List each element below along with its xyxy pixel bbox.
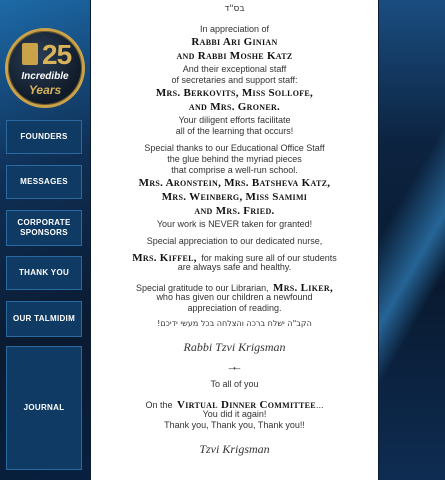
text-line: On the xyxy=(145,400,173,410)
book-icon xyxy=(22,43,38,65)
text-line: Your diligent efforts facilitate xyxy=(178,115,291,125)
nav-journal-button[interactable]: JOURNAL xyxy=(6,346,82,470)
signature-tzvi: Tzvi Krigsman xyxy=(199,442,270,456)
name-line: and Mrs. Groner. xyxy=(188,101,281,113)
text-line: Special appreciation to our dedicated nurse, xyxy=(146,236,323,246)
text-line: In appreciation of xyxy=(199,24,270,34)
name-line: Mrs. Weinberg, Miss Samimi xyxy=(161,191,308,203)
librarian-name: Mrs. Liker, xyxy=(273,282,333,294)
text-line: for making sure all of our students xyxy=(201,253,337,263)
text-line: appreciation of reading. xyxy=(187,303,282,313)
text-line: of secretaries and support staff: xyxy=(171,75,298,85)
hebrew-blessing: הקב"ה ישלח ברכה והצלחה בכל מעשי ידיכם! xyxy=(157,319,312,328)
separator: –•– xyxy=(228,364,241,373)
text-line: Your work is NEVER taken for granted! xyxy=(156,219,313,229)
text-line: all of the learning that occurs! xyxy=(175,126,294,136)
text-line: Thank you, Thank you, Thank you!! xyxy=(164,420,305,430)
nav-thank-you-button[interactable]: THANK YOU xyxy=(6,256,82,290)
decorative-panel xyxy=(379,0,445,480)
logo-line-incredible: Incredible xyxy=(21,71,69,82)
bsd-header: בס"ד xyxy=(224,4,245,14)
name-line: and Rabbi Moshe Katz xyxy=(176,50,293,62)
signature-rabbi: Rabbi Tzvi Krigsman xyxy=(183,340,286,354)
25-years-logo[interactable] xyxy=(5,28,85,108)
text-line: are always safe and healthy. xyxy=(177,262,292,272)
text-line: To all of you xyxy=(210,379,259,389)
name-line: Rabbi Ari Ginian xyxy=(191,36,278,48)
text-line: that comprise a well-run school. xyxy=(171,165,298,175)
text-line: Special thanks to our Educational Office Staff xyxy=(144,143,325,153)
nav-messages-button[interactable]: MESSAGES xyxy=(6,165,82,199)
nav-founders-button[interactable]: FOUNDERS xyxy=(6,120,82,154)
text-line: the glue behind the myriad pieces xyxy=(167,154,302,164)
nav-our-talmidim-button[interactable]: OUR TALMIDIM xyxy=(6,301,82,337)
text-line: who has given our children a newfound xyxy=(156,292,313,302)
sidebar xyxy=(0,0,90,480)
name-line: Mrs. Aronstein, Mrs. Batsheva Katz, xyxy=(138,177,331,189)
text-line: And their exceptional staff xyxy=(182,64,287,74)
committee-name: Virtual Dinner Committee xyxy=(177,399,316,411)
nurse-name: Mrs. Kiffel, xyxy=(132,252,197,264)
logo-number: 25 xyxy=(42,39,72,70)
text-line: Special gratitude to our Librarian, xyxy=(136,283,269,293)
committee-ellipsis: ... xyxy=(315,400,324,410)
name-line: Mrs. Berkovits, Miss Sollofe, xyxy=(155,87,314,99)
name-line: and Mrs. Fried. xyxy=(194,205,275,217)
text-line: You did it again! xyxy=(202,409,267,419)
logo-line-years: Years xyxy=(28,83,62,97)
thank-you-content xyxy=(91,0,378,480)
nav-corporate-sponsors-button[interactable]: CORPORATE SPONSORS xyxy=(6,210,82,246)
